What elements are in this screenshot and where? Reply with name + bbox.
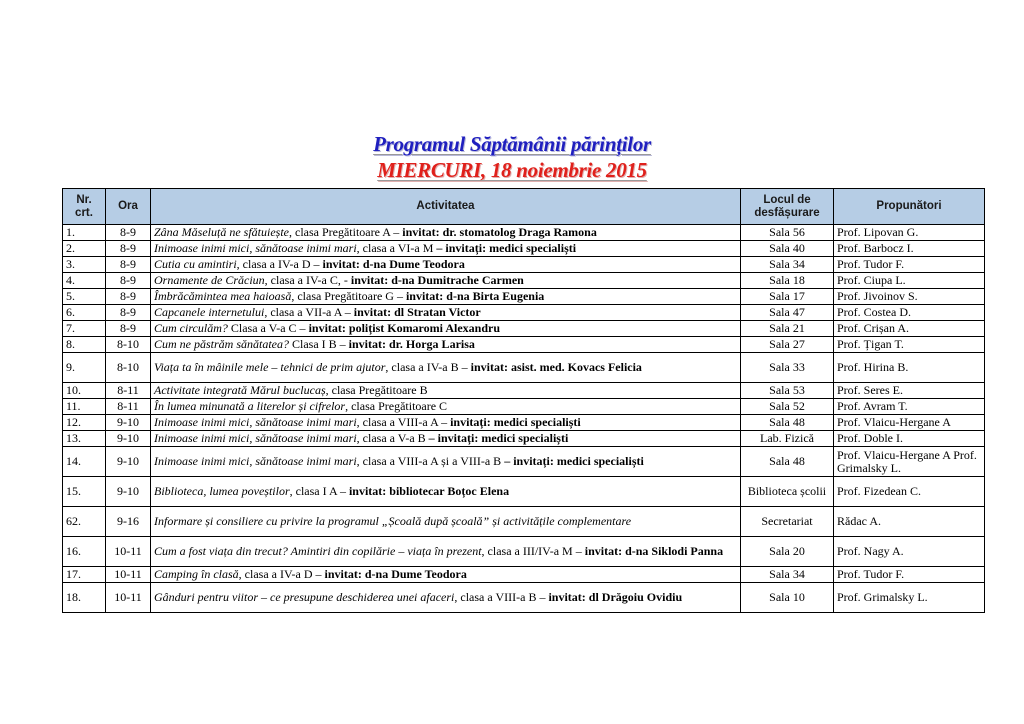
row-location: Sala 47 [741,305,834,321]
header-ora: Ora [106,189,151,225]
activity-title: Inimoase inimi mici, sănătoase inimi mari [154,241,357,256]
activity-title: Informare și consiliere cu privire la programul „Școală după școală” și activitățile complementare [154,514,632,529]
row-time: 8-11 [106,383,151,399]
activity-class: , clasa a IV-a B – [385,360,471,375]
activity-class: Clasa a V-a C – [227,321,309,336]
activity-guest: – invitați: medici specialiști [428,431,569,446]
table-row [63,305,985,321]
row-activity [151,305,741,321]
row-activity [151,225,741,241]
activity-title: Camping în clasă [154,567,239,582]
row-location: Biblioteca școlii [741,477,834,507]
table-row [63,447,985,477]
row-activity [151,383,741,399]
row-location: Sala 34 [741,257,834,273]
row-number: 14. [63,447,106,477]
activity-guest: invitat: dr. Horga Larisa [348,337,475,352]
row-proposers: Prof. Seres E. [834,383,985,399]
row-number: 18. [63,583,106,613]
page-subtitle-date: MIERCURI, 18 noiembrie 2015 [377,158,647,182]
row-number: 11. [63,399,106,415]
row-proposers: Prof. Costea D. [834,305,985,321]
row-proposers: Prof. Jivoinov S. [834,289,985,305]
row-time: 10-11 [106,537,151,567]
row-activity [151,257,741,273]
activity-class: , clasa a VI-a M [356,241,437,256]
header-propunatori: Propunători [834,189,985,225]
row-activity [151,537,741,567]
activity-class: , clasa a IV-a D – [238,567,325,582]
row-proposers: Prof. Avram T. [834,399,985,415]
row-location: Sala 40 [741,241,834,257]
activity-title: Inimoase inimi mici, sănătoase inimi mari [154,431,357,446]
row-time: 9-10 [106,415,151,431]
row-location: Sala 53 [741,383,834,399]
activity-class: , clasa a VII-a A – [264,305,354,320]
row-location: Sala 33 [741,353,834,383]
row-location: Sala 27 [741,337,834,353]
row-number: 8. [63,337,106,353]
table-row [63,225,985,241]
row-location: Sala 34 [741,567,834,583]
activity-class: , clasa I A – [289,484,349,499]
row-proposers: Prof. Lipovan G. [834,225,985,241]
activity-guest: – invitați: medici specialiști [436,241,577,256]
row-location: Sala 21 [741,321,834,337]
activity-guest: invitat: bibliotecar Boțoc Elena [348,484,510,499]
activity-guest: invitat: d-na Dume Teodora [324,567,467,582]
row-activity [151,567,741,583]
row-number: 62. [63,507,106,537]
row-number: 17. [63,567,106,583]
table-row [63,337,985,353]
row-location: Sala 17 [741,289,834,305]
page-title: Programul Săptămânii părinților [373,132,651,156]
activity-class: , clasa a V-a B [356,431,429,446]
table-row [63,257,985,273]
row-time: 8-9 [106,257,151,273]
row-number: 13. [63,431,106,447]
row-time: 9-16 [106,507,151,537]
table-row [63,507,985,537]
row-proposers: Prof. Ciupa L. [834,273,985,289]
row-activity [151,431,741,447]
activity-title: Inimoase inimi mici, sănătoase inimi mari [154,454,357,469]
row-time: 9-10 [106,431,151,447]
row-activity [151,337,741,353]
activity-guest: invitat: dl Stratan Victor [353,305,481,320]
activity-guest: – invitați: medici specialiști [504,454,644,469]
table-row [63,537,985,567]
row-time: 8-9 [106,321,151,337]
row-time: 8-11 [106,399,151,415]
table-row [63,567,985,583]
row-activity [151,507,741,537]
row-activity [151,353,741,383]
row-number: 5. [63,289,106,305]
row-number: 7. [63,321,106,337]
row-number: 16. [63,537,106,567]
row-number: 12. [63,415,106,431]
activity-class: , clasa Pregătitoare B [325,383,428,398]
table-row [63,353,985,383]
activity-class: , clasa a VIII-a A – [356,415,451,430]
row-location: Secretariat [741,507,834,537]
activity-title: Capcanele internetului [154,305,265,320]
activity-title: În lumea minunată a literelor și cifrelor [154,399,346,414]
table-row [63,583,985,613]
row-location: Sala 48 [741,415,834,431]
row-activity [151,477,741,507]
table-row [63,241,985,257]
row-time: 9-10 [106,477,151,507]
row-time: 9-10 [106,447,151,477]
row-time: 8-9 [106,305,151,321]
row-time: 10-11 [106,583,151,613]
row-proposers: Prof. Nagy A. [834,537,985,567]
table-row [63,415,985,431]
row-location: Sala 48 [741,447,834,477]
activity-title: Cum a fost viața din trecut? Amintiri din copilărie – viața în prezent [154,544,482,559]
row-number: 15. [63,477,106,507]
activity-title: Viața ta în mâinile mele – tehnici de prim ajutor [154,360,386,375]
row-location: Sala 10 [741,583,834,613]
table-row [63,399,985,415]
activity-title: Gânduri pentru viitor – ce presupune deschiderea unei afaceri [154,590,455,605]
activity-class: , clasa a III/IV-a M – [481,544,585,559]
table-row [63,431,985,447]
table-row [63,321,985,337]
activity-class: , clasa a VIII-a A și a VIII-a B [356,454,505,469]
activity-title: Zâna Măseluță ne sfătuiește [154,225,289,240]
row-activity [151,399,741,415]
row-location: Sala 18 [741,273,834,289]
row-proposers: Prof. Tudor F. [834,567,985,583]
activity-guest: invitat: dr. stomatolog Draga Ramona [402,225,597,240]
schedule-table [62,188,985,613]
row-proposers: Prof. Fizedean C. [834,477,985,507]
activity-title: Inimoase inimi mici, sănătoase inimi mari [154,415,357,430]
row-proposers: Prof. Hirina B. [834,353,985,383]
activity-title: Îmbrăcămintea mea haioasă [154,289,292,304]
activity-title: Cum ne păstrăm sănătatea? [154,337,289,352]
activity-title: Cum circulăm? [154,321,228,336]
table-row [63,383,985,399]
row-activity [151,415,741,431]
row-location: Lab. Fizică [741,431,834,447]
row-proposers: Prof. Tudor F. [834,257,985,273]
row-activity [151,241,741,257]
row-number: 4. [63,273,106,289]
row-activity [151,321,741,337]
row-activity [151,289,741,305]
row-time: 8-9 [106,289,151,305]
table-header-row [63,189,985,225]
row-time: 8-10 [106,353,151,383]
row-time: 8-9 [106,225,151,241]
row-number: 3. [63,257,106,273]
table-row [63,477,985,507]
row-proposers: Prof. Doble I. [834,431,985,447]
activity-guest: invitat: d-na Dumitrache Carmen [350,273,524,288]
row-time: 8-9 [106,273,151,289]
header-activitate: Activitatea [151,189,741,225]
table-row [63,289,985,305]
activity-guest: invitat: d-na Birta Eugenia [405,289,545,304]
activity-guest: invitat: d-na Dume Teodora [322,257,465,272]
row-time: 10-11 [106,567,151,583]
header-nr: Nr. crt. [63,189,106,225]
activity-guest: invitați: medici specialiști [450,415,581,430]
activity-guest: invitat: polițist Komaromi Alexandru [308,321,501,336]
row-proposers: Prof. Țigan T. [834,337,985,353]
activity-class: , clasa a VIII-a B – [454,590,549,605]
row-number: 10. [63,383,106,399]
row-proposers: Prof. Vlaicu-Hergane A [834,415,985,431]
activity-guest: invitat: d-na Siklodi Panna [584,544,724,559]
activity-class: , clasa Pregătitoare A – [289,225,403,240]
row-number: 2. [63,241,106,257]
header-locul: Locul de desfășurare [741,189,834,225]
activity-title: Cutia cu amintiri [154,257,237,272]
row-time: 8-10 [106,337,151,353]
activity-title: Biblioteca, lumea poveștilor [154,484,290,499]
row-location: Sala 52 [741,399,834,415]
activity-guest: invitat: dl Drăgoiu Ovidiu [548,590,683,605]
row-proposers: Prof. Vlaicu-Hergane A Prof. Grimalsky L. [834,447,985,477]
row-activity [151,447,741,477]
row-location: Sala 20 [741,537,834,567]
activity-class: , clasa Pregătitoare C [345,399,448,414]
row-proposers: Prof. Barbocz I. [834,241,985,257]
row-proposers: Prof. Crișan A. [834,321,985,337]
activity-guest: invitat: asist. med. Kovacs Felicia [470,360,642,375]
activity-class: Clasa I B – [289,337,349,352]
row-time: 8-9 [106,241,151,257]
activity-title: Ornamente de Crăciun [154,273,265,288]
activity-class: , clasa Pregătitoare G – [291,289,406,304]
row-number: 9. [63,353,106,383]
row-location: Sala 56 [741,225,834,241]
row-proposers: Prof. Grimalsky L. [834,583,985,613]
activity-title: Activitate integrată Mărul buclucaș [154,383,326,398]
activity-class: , clasa a IV-a C, - [264,273,351,288]
row-activity [151,273,741,289]
table-row [63,273,985,289]
activity-class: , clasa a IV-a D – [236,257,323,272]
row-activity [151,583,741,613]
row-proposers: Rădac A. [834,507,985,537]
row-number: 1. [63,225,106,241]
row-number: 6. [63,305,106,321]
